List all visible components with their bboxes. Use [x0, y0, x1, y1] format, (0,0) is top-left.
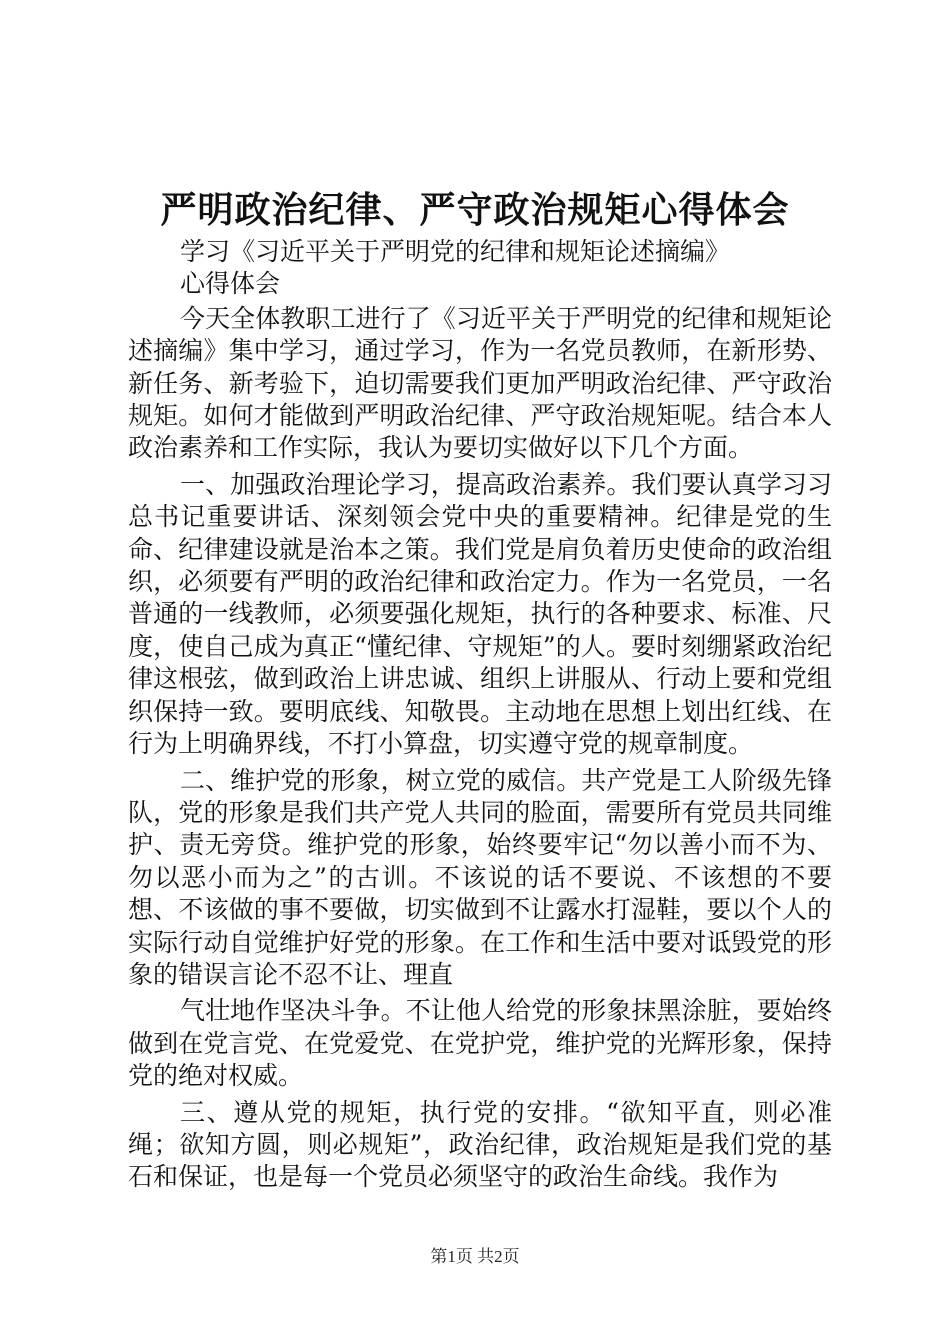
paragraph-section-two-cont: 气壮地作坚决斗争。不让他人给党的形象抹黑涂脏，要始终做到在党言党、在党爱党、在党护党，维护党的光辉形象，保持党的绝对权威。 — [128, 996, 832, 1091]
subtitle-line: 学习《习近平关于严明党的纪律和规矩论述摘编》 — [180, 237, 731, 266]
document-body — [128, 236, 832, 1194]
paragraph-section-three: 三、遵从党的规矩，执行党的安排。“欲知平直，则必准绳；欲知方圆，则必规矩”，政治纪律，政治规矩是我们党的基石和保证，也是每一个党员必须坚守的政治生命线。我作为 — [128, 1097, 832, 1192]
page-footer: 第1页 共2页 — [430, 1247, 520, 1266]
subtitle-line: 心得体会 — [180, 269, 281, 299]
paragraph-section-one: 一、加强政治理论学习，提高政治素养。我们要认真学习习总书记重要讲话、深刻领会党中央的重要精神。纪律是党的生命、纪律建设就是治本之策。我们党是肩负着历史使命的政治组织，必须要有严明的政治纪律和政治定力。作为一名党员，一名普通的一线教师，必须要强化规矩，执行的各种要求、标准、尺度，使自己成为真正“懂纪律、守规矩”的人。要时刻绷紧政治纪律这根弦，做到政治上讲忠诚、组织上讲服从、行动上要和党组织保持一致。要明底线、知敬畏。主动地在思想上划出红线、在行为上明确界线，不打小算盘，切实遵守党的规章制度。 — [128, 469, 832, 759]
page-title: 严明政治纪律、严守政治规矩心得体会 — [160, 189, 790, 231]
paragraph-section-two: 二、维护党的形象，树立党的威信。共产党是工人阶级先锋队，党的形象是我们共产党人共同的脸面，需要所有党员共同维护、责无旁贷。维护党的形象，始终要牢记“勿以善小而不为、勿以恶小而为之”的古训。不该说的话不要说、不该想的不要想、不该做的事不要做，切实做到不让露水打湿鞋，要以个人的实际行动自觉维护好党的形象。在工作和生活中要对诋毁党的形象的错误言论不忍不让、理直 — [128, 765, 832, 989]
paragraph-intro: 今天全体教职工进行了《习近平关于严明党的纪律和规矩论述摘编》集中学习，通过学习，作为一名党员教师，在新形势、新任务、新考验下，迫切需要我们更加严明政治纪律、严守政治规矩。如何才能做到严明政治纪律、严守政治规矩呢。结合本人政治素养和工作实际，我认为要切实做好以下几个方面。 — [128, 303, 832, 463]
